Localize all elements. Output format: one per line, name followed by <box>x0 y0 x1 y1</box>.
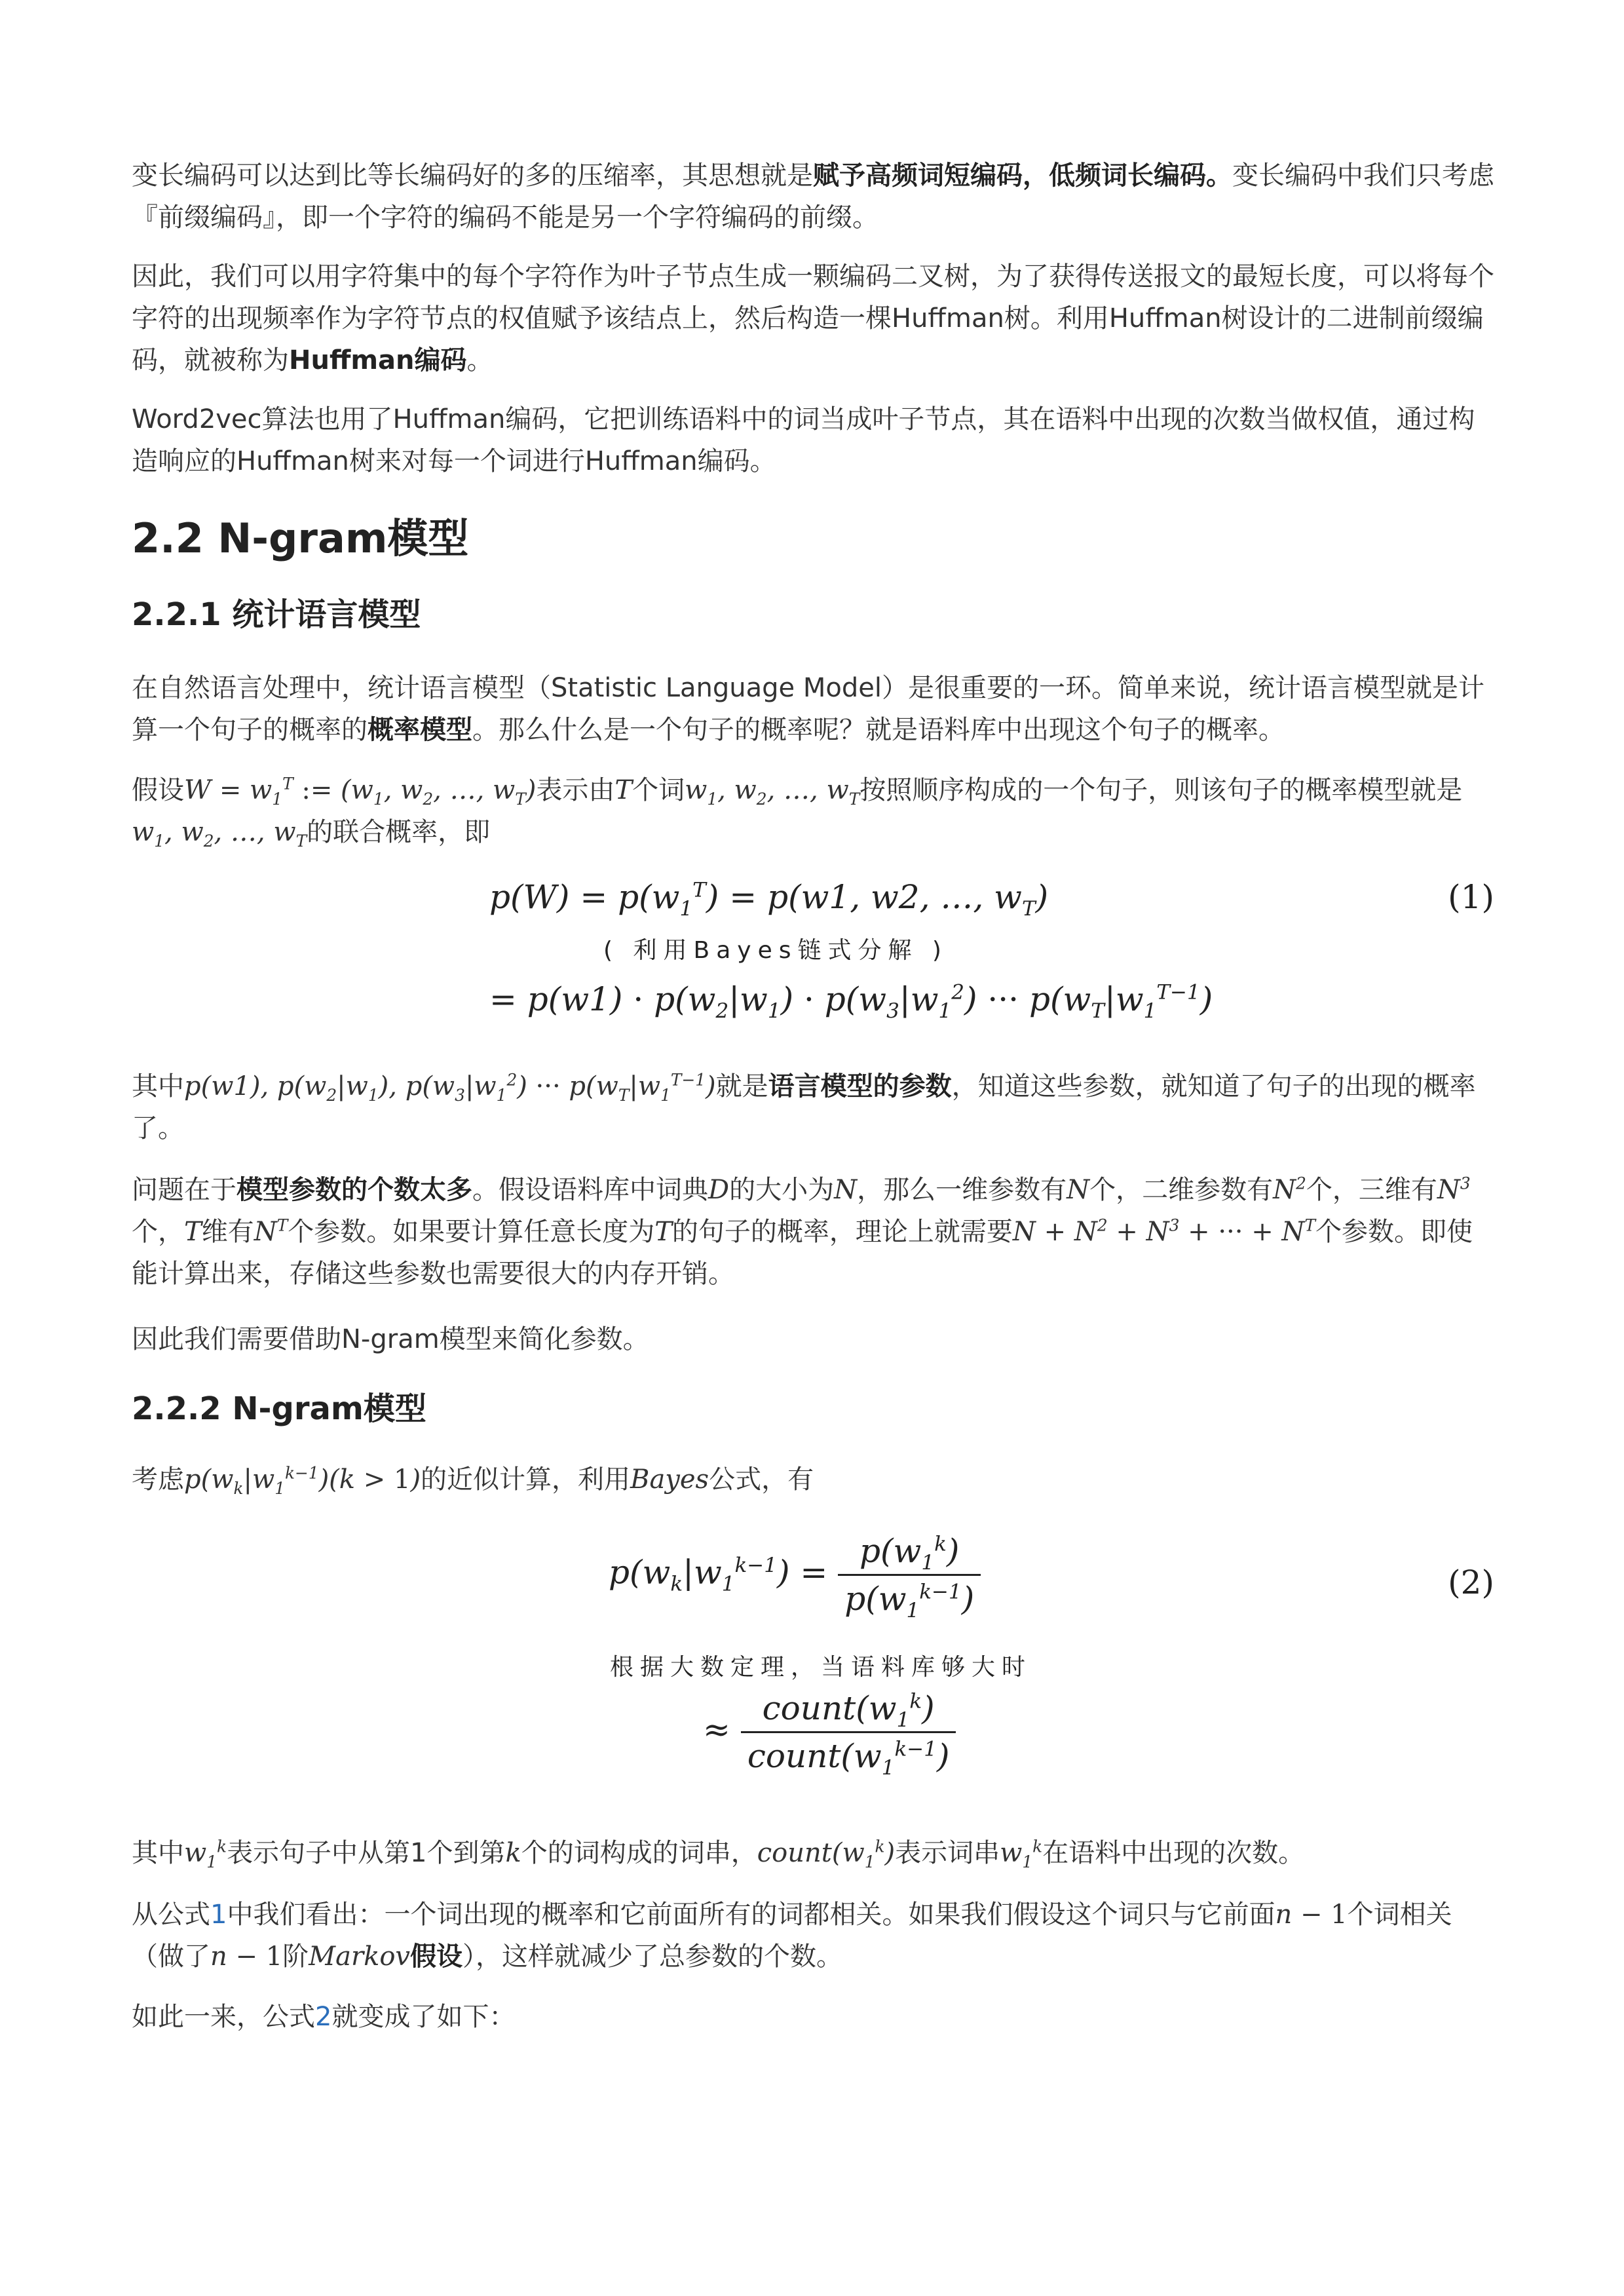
equation-1-number: (1) <box>1448 878 1494 916</box>
text: 就是 <box>715 1071 768 1101</box>
math: $N^2$ <box>1273 1174 1306 1205</box>
text: 个词相关（做了 <box>132 1900 1452 1972</box>
text: 在自然语言处理中，统计语言模型（Statistic Language Model）是很重要的一环。简单来说，统计语言模型就是计算一个句子的概率的 <box>132 673 1484 745</box>
equation-1-link[interactable]: 1 <box>210 1900 227 1930</box>
text: 变长编码中我们只考虑『前缀编码』，即一个字符的编码不能是另一个字符编码的前缀。 <box>132 161 1494 233</box>
equation-2-number: (2) <box>1448 1563 1494 1601</box>
math: $w_1^k$ <box>1000 1837 1043 1871</box>
equation-1-line-2: = $p(w1) \cdot p(w_2|w_1) \cdot p(w_3|w_1^2)$ ··· $p(w_T|w_1^{T-1})$ <box>489 980 1213 1023</box>
text: 个，二维参数有 <box>1089 1175 1274 1205</box>
paragraph-word2vec <box>132 398 1494 482</box>
text: 如此一来，公式 <box>132 2002 315 2032</box>
text: 的大小为 <box>729 1175 835 1205</box>
text: 个参数。如果要计算任意长度为 <box>288 1217 655 1247</box>
text: 表示词串 <box>895 1838 1000 1868</box>
text: 问题在于 <box>132 1175 236 1205</box>
text: 中我们看出：一个词出现的概率和它前面所有的词都相关。如果我们假设这个词只与它前面 <box>227 1900 1275 1930</box>
bold-text: 概率模型 <box>368 715 472 745</box>
text: 阶 <box>282 1942 309 1972</box>
equation-2-link[interactable]: 2 <box>315 2002 332 2032</box>
paragraph-formula-becomes <box>132 1996 1494 2038</box>
math: T <box>184 1217 202 1247</box>
math: T <box>654 1217 672 1247</box>
math: $w_1$, $w_2$, …, $w_T$ <box>132 817 307 851</box>
paragraph-sentence-definition <box>132 769 1494 853</box>
paragraph-too-many-parameters <box>132 1169 1494 1295</box>
text: 其中 <box>132 1071 184 1101</box>
math: N <box>834 1175 858 1205</box>
text: 表示句子中从第1个到第 <box>227 1838 506 1868</box>
section-heading-ngram: 2.2 N-gram模型 <box>132 514 469 562</box>
text: 。那么什么是一个句子的概率呢？就是语料库中出现这个句子的概率。 <box>472 715 1285 745</box>
text: 按照顺序构成的一个句子，则该句子的概率模型就是 <box>859 775 1463 805</box>
math: $W = w_1^T$ := ($w_1$, $w_2$, …, $w_T$) <box>184 774 537 809</box>
text: 的联合概率，即 <box>307 817 491 847</box>
text: ），这样就减少了总参数的个数。 <box>463 1942 843 1972</box>
equation-2-line-1: $p(w_k|w_1^{k-1})$ = $\frac{p(w_1^k)}{p(w_1^{k-1})}$ <box>609 1532 981 1618</box>
text: 。假设语料库中词典 <box>472 1175 708 1205</box>
text: 就变成了如下： <box>331 2002 516 2032</box>
math: $N^T$ <box>254 1215 288 1247</box>
equation-2-annotation: 根据大数定理，当语料库够大时 <box>610 1654 1032 1681</box>
fraction: $\frac{count(w_1^k)}{count(w_1^{k-1})}$ <box>741 1689 956 1775</box>
subsection-heading-statistical-lm: 2.2.1 统计语言模型 <box>132 596 421 633</box>
math: N <box>1067 1175 1090 1205</box>
math: $N^3$ <box>1437 1174 1471 1205</box>
text: 因此我们需要借助N-gram模型来简化参数。 <box>132 1324 649 1354</box>
text: 因此，我们可以用字符集中的每个字符作为叶子节点生成一颗编码二叉树，为了获得传送报文的最短长度，可以将每个字符的出现频率作为字符节点的权值赋予该结点上，然后构造一棵Huffman树。利用Huffman树设计的二进制前缀编码，就被称为 <box>132 261 1494 375</box>
text: ，知道这些参数，就知道了句子的出现的概率了。 <box>132 1071 1476 1143</box>
text: 考虑 <box>132 1464 184 1495</box>
bold-text: 赋予高频词短编码，低频词长编码。 <box>813 161 1232 191</box>
equation-2 <box>132 1532 1494 1794</box>
text: ，那么一维参数有 <box>857 1175 1067 1205</box>
bold-text: 语言模型的参数 <box>768 1071 952 1101</box>
text: 变长编码可以达到比等长编码好的多的压缩率，其思想就是 <box>132 161 813 191</box>
math: D <box>708 1175 730 1205</box>
paragraph-markov-assumption <box>132 1894 1494 1978</box>
math: n − 1 <box>210 1942 283 1972</box>
equation-1-line-1: $p(W) = p(w_1^T) = p(w1$, w2, …, $w_T$) <box>489 878 1049 921</box>
text: 在语料中出现的次数。 <box>1042 1838 1305 1868</box>
text: 维有 <box>201 1217 254 1247</box>
text: 。 <box>466 345 493 375</box>
equation-2-line-2: ≈ $\frac{count(w_1^k)}{count(w_1^{k-1})}$ <box>703 1689 956 1775</box>
paragraph-huffman-tree <box>132 256 1494 381</box>
text: 公式，有 <box>709 1464 814 1495</box>
paragraph-model-parameters <box>132 1065 1494 1149</box>
paragraph-variable-length-coding <box>132 155 1494 239</box>
paragraph-statistical-lm <box>132 667 1494 751</box>
subsection-heading-ngram-model: 2.2.2 N-gram模型 <box>132 1390 426 1427</box>
text: 个参数。即使能计算出来，存储这些参数也需要很大的内存开销。 <box>132 1217 1473 1289</box>
math: Bayes <box>630 1464 709 1495</box>
paragraph-ngram-simplify <box>132 1318 1494 1360</box>
bold-text: Huffman编码 <box>289 345 467 375</box>
math: $N + N^2 + N^3$ + ··· + $N^T$ <box>1012 1215 1315 1247</box>
math: $p(w_k|w_1^{k-1})(k > 1)$ <box>184 1463 421 1498</box>
text: 个，三维有 <box>1306 1175 1437 1205</box>
text: 其中 <box>132 1838 184 1868</box>
text: 假设 <box>132 775 184 805</box>
text: Word2vec算法也用了Huffman编码，它把训练语料中的词当成叶子节点，其在语料中出现的次数当做权值，通过构造响应的Huffman树来对每一个词进行Huffman编码。 <box>132 404 1475 476</box>
equation-1 <box>132 878 1494 1042</box>
text: 从公式 <box>132 1900 210 1930</box>
text: 的近似计算，利用 <box>421 1464 631 1495</box>
paragraph-approximation <box>132 1459 1494 1501</box>
bold-text: 模型参数的个数太多 <box>236 1175 472 1205</box>
text: 表示由 <box>536 775 615 805</box>
paragraph-word-string <box>132 1832 1494 1874</box>
math: T <box>614 775 633 805</box>
text: 个， <box>132 1217 184 1247</box>
bold-text: 假设 <box>410 1942 463 1972</box>
math: k <box>505 1838 521 1868</box>
text: 个词 <box>632 775 685 805</box>
equation-1-annotation: ( 利用Bayes链式分解 ) <box>603 937 948 964</box>
math: Markov <box>309 1942 411 1972</box>
math: n − 1 <box>1275 1900 1348 1930</box>
text: 个的词构成的词串， <box>521 1838 757 1868</box>
math: $count(w_1^k)$ <box>757 1837 896 1871</box>
math: $w_1$, $w_2$, …, $w_T$ <box>685 775 860 809</box>
text: 的句子的概率，理论上就需要 <box>671 1217 1013 1247</box>
math: p(w1), $p(w_2|w_1)$, $p(w_3|w_1^2)$ ··· $p(w_T|w_1^{T-1})$ <box>184 1070 716 1105</box>
math: $w_1^k$ <box>184 1837 227 1871</box>
fraction: $\frac{p(w_1^k)}{p(w_1^{k-1})}$ <box>838 1532 981 1618</box>
